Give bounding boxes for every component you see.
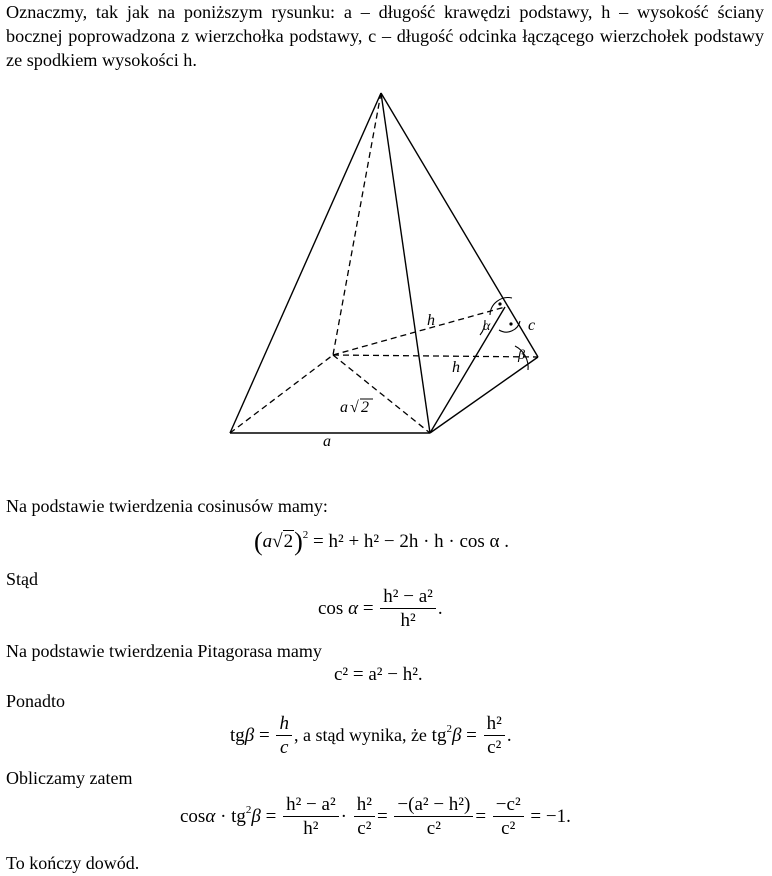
ponadto-line: Ponadto bbox=[6, 691, 66, 711]
cosine-intro: Na podstawie twierdzenia cosinusów mamy: bbox=[6, 496, 328, 516]
edge-apex-front bbox=[381, 93, 430, 433]
right-angle-dot-lower bbox=[509, 322, 512, 325]
label-c: c bbox=[528, 317, 536, 334]
svg-text:2: 2 bbox=[361, 399, 369, 416]
hidden-edge-base-back bbox=[333, 355, 538, 357]
label-beta: β bbox=[518, 348, 525, 363]
equation-tg-beta: tgβ = $\frac{h}{c}$ , a stąd wynika, że $tg^2\beta$ = $\frac{\text{h²}}{\text{c²}}$ . bbox=[230, 713, 512, 758]
label-h-upper: h bbox=[427, 312, 435, 329]
konczy-line: To kończy dowód. bbox=[6, 853, 140, 873]
hidden-diagonal bbox=[333, 355, 430, 433]
equation-final: $\cos\alpha \cdot tg^2\beta$ = $\frac{\text{h² − a²}}{\text{h²}}$ · $\frac{\text{h²}}{\text{c²}}$ = $\frac{\text{−(a² − h²)}}{\text{c²}}$ = $\frac{\text{−c²}}{\text{c²}}$ = −1. bbox=[180, 794, 571, 839]
hidden-edge-apex-back bbox=[333, 93, 381, 355]
height-h-lower bbox=[430, 307, 505, 433]
hidden-height-h-upper bbox=[333, 307, 505, 355]
hidden-edge-base-left bbox=[230, 355, 333, 433]
label-a: a bbox=[323, 433, 331, 450]
svg-text:√: √ bbox=[350, 399, 359, 416]
edge-apex-right bbox=[381, 93, 538, 357]
intro-paragraph: Oznaczmy, tak jak na poniższym rysunku: a – długość krawędzi podstawy, h – wysokość ściany bocznej poprowadzona z wierzchołka podstawy, c – długość odcinka łączącego wierzchołek podstawy ze spodkiem wysokości h. bbox=[6, 2, 764, 70]
label-diagonal bbox=[340, 399, 373, 416]
equation-cosine-theorem: $(a√2)^2 = h^2 + h^2 - 2h \cdot h \cdot \cos \alpha$ . bbox=[254, 527, 510, 556]
equation-pythagoras: c² = a² − h². bbox=[334, 664, 423, 685]
edge-apex-left bbox=[230, 93, 381, 433]
label-alpha: α bbox=[483, 319, 491, 334]
label-h-lower: h bbox=[452, 359, 460, 376]
equation-cos-alpha: cos α = $\frac{\text{h² − a²}}{\text{h²}}$ . bbox=[318, 586, 443, 631]
obliczamy-line: Obliczamy zatem bbox=[6, 768, 133, 788]
pythagoras-intro: Na podstawie twierdzenia Pitagorasa mamy bbox=[6, 641, 322, 661]
right-angle-dot-upper bbox=[498, 302, 501, 305]
edge-base-right bbox=[430, 357, 538, 433]
svg-text:a: a bbox=[340, 399, 348, 416]
stad-line: Stąd bbox=[6, 569, 39, 589]
